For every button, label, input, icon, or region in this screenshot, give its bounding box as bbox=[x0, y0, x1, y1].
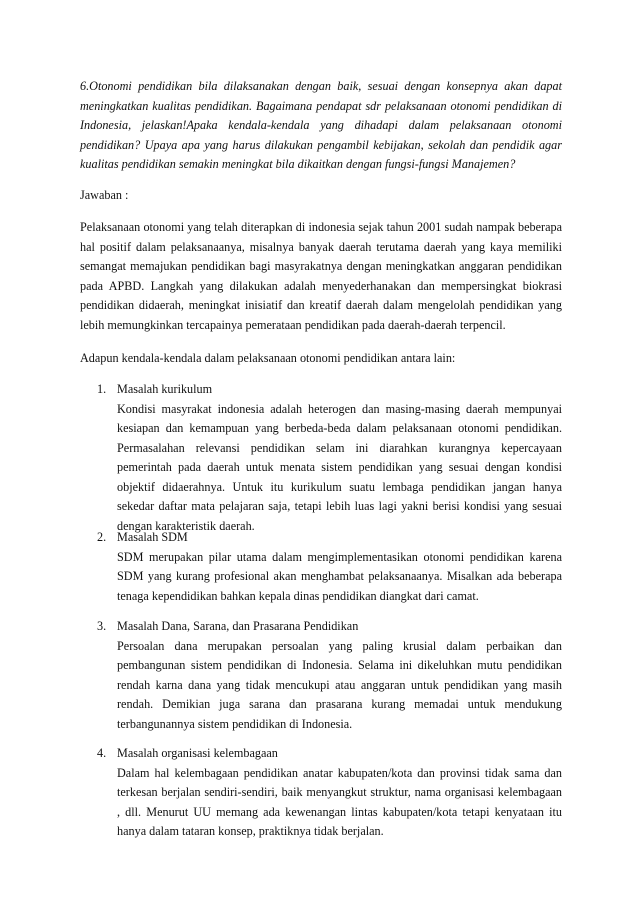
list-item-number: 3. bbox=[97, 619, 107, 633]
list-item-title: Masalah kurikulum bbox=[117, 382, 213, 396]
question-paragraph: 6.Otonomi pendidikan bila dilaksanakan dengan baik, sesuai dengan konsepnya akan dapat meningkatkan kualitas pendidikan. Bagaimana pendapat sdr pelaksanaan otonomi pendidikan di Indonesia, jelaskan!Apaka kendala-kendala yang dihadapi dalam pelaksanaan otonomi pendidikan? Upaya apa yang harus dilakukan pengambil kebijakan, sekolah dan pendidik agar kualitas pendidikan semakin meningkat bila dikaitkan dengan fungsi-fungsi Manajemen? bbox=[80, 79, 562, 171]
list-item-title: Masalah Dana, Sarana, dan Prasarana Pendidikan bbox=[117, 619, 359, 633]
list-item-number: 1. bbox=[97, 382, 107, 396]
obstacles-intro: Adapun kendala-kendala dalam pelaksanaan otonomi pendidikan antara lain: bbox=[80, 351, 456, 365]
list-item-body: Persoalan dana merupakan persoalan yang paling krusial dalam perbaikan dan pembangunan sistem pendidikan di Indonesia. Selama ini dikeluhkan mutu pendidikan rendah karna dana yang tidak mencukupi atau anggaran untuk pendidikan yang masih rendah. Demikian juga sarana dan prasarana kurang memadai untuk mendukung terbangunannya sistem pendidikan di Indonesia. bbox=[117, 638, 562, 731]
list-item-number: 4. bbox=[97, 746, 107, 760]
list-item-number: 2. bbox=[97, 530, 107, 544]
list-item-title: Masalah SDM bbox=[117, 530, 188, 544]
list-item-body: Dalam hal kelembagaan pendidikan anatar kabupaten/kota dan provinsi tidak sama dan terkesan berjalan sendiri-sendiri, baik menyangkut struktur, nama organisasi kelembagaan , dll. Menurut UU memang ada kewenangan lintas kabupaten/kota tetapi kenyataan itu hanya dalam tataran konsep, praktiknya tidak berjalan. bbox=[117, 765, 562, 838]
list-item-body: SDM merupakan pilar utama dalam mengimplementasikan otonomi pendidikan karena SDM yang kurang profesional akan menghambat pelaksanaanya. Misalkan ada beberapa tenaga kependidikan bahkan kepala dinas pendidikan diangkat dari camat. bbox=[117, 549, 562, 603]
list-item bbox=[97, 617, 562, 734]
answer-paragraph: Pelaksanaan otonomi yang telah diterapkan di indonesia sejak tahun 2001 sudah nampak beberapa hal positif dalam pelaksanaanya, misalnya banyak daerah terutama daerah yang kaya memiliki semangat memajukan pendidikan bagi masyrakatnya dengan meningkatkan anggaran pendidikan pada APBD. Langkah yang dilakukan adalah menyederhanakan dan mempersingkat biokrasi pendidikan didaerah, meningkat inisiatif dan kreatif daerah dalam mengelolah pendidikan yang lebih memungkinkan tercapainya pemerataan pendidikan pada daerah-daerah terpencil. bbox=[80, 220, 562, 332]
list-item bbox=[97, 380, 562, 536]
list-item-title: Masalah organisasi kelembagaan bbox=[117, 746, 278, 760]
answer-label: Jawaban : bbox=[80, 188, 129, 202]
list-item-body: Kondisi masyrakat indonesia adalah heterogen dan masing-masing daerah mempunyai kesiapan dan kemampuan yang berbeda-beda dalam pelaksanaan otonomi pendidikan. Permasalahan relevansi pendidikan selam ini diarahkan kurangnya kepercayaan pemerintah pada daerah untuk menata sistem pendidikan yang sesuai dengan kondisi objektif didaerahnya. Untuk itu kurikulum suatu lembaga pendidikan jangan hanya sekedar daftar mata pelajaran saja, tetapi lebih luas lagi yakni berisi kondisi yang sesuai dengan karakteristik daerah. bbox=[117, 401, 562, 533]
list-item bbox=[97, 744, 562, 842]
list-item bbox=[97, 528, 562, 606]
